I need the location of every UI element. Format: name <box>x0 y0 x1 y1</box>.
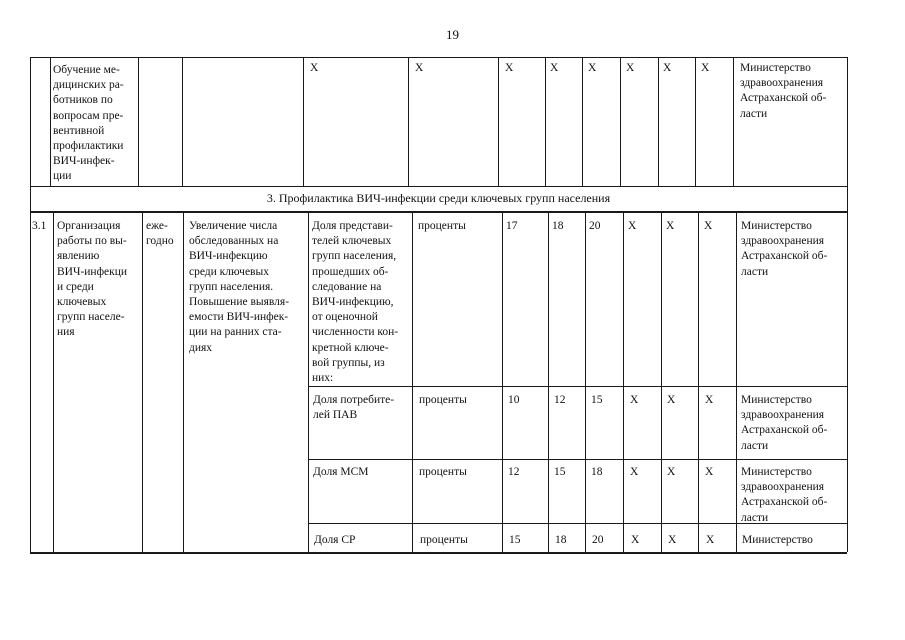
table-rule <box>498 57 499 186</box>
marker-cell: X <box>415 62 424 74</box>
value-cell: 12 <box>508 466 520 478</box>
marker-cell: X <box>704 220 713 232</box>
marker-cell: X <box>630 394 639 406</box>
value-cell: 12 <box>554 394 566 406</box>
table-rule <box>695 57 696 186</box>
value-cell: 17 <box>506 220 518 232</box>
marker-cell: X <box>631 534 640 546</box>
table-rule <box>585 211 586 552</box>
indicator-cell: Доля СР <box>314 534 356 546</box>
table-rule <box>30 186 847 187</box>
marker-cell: X <box>310 62 319 74</box>
marker-cell: X <box>630 466 639 478</box>
table-rule <box>698 211 699 552</box>
period-cell: еже- годно <box>146 220 174 248</box>
marker-cell: X <box>626 62 635 74</box>
marker-cell: X <box>663 62 672 74</box>
unit-cell: проценты <box>419 466 467 478</box>
marker-cell: X <box>705 394 714 406</box>
table-rule <box>620 57 621 186</box>
table-rule <box>142 211 143 552</box>
table-rule <box>50 57 51 186</box>
marker-cell: X <box>667 466 676 478</box>
table-rule <box>658 57 659 186</box>
table-rule <box>138 57 139 186</box>
value-cell: 18 <box>555 534 567 546</box>
table-rule <box>30 552 847 554</box>
marker-cell: X <box>666 220 675 232</box>
table-rule <box>661 211 662 552</box>
indicator-cell: Доля представи- телей ключевых групп населения, прошедших об- следование на ВИЧ-инфекцию, от оценочной численности кон- кретной ключе- вой группы, из них: <box>312 220 399 385</box>
table-rule <box>733 57 734 186</box>
section-heading: 3. Профилактика ВИЧ-инфекции среди ключевых групп населения <box>266 191 611 205</box>
table-rule <box>412 211 413 552</box>
value-cell: 18 <box>591 466 603 478</box>
marker-cell: X <box>701 62 710 74</box>
table-rule <box>847 57 848 552</box>
table-rule <box>548 211 549 552</box>
marker-cell: X <box>706 534 715 546</box>
marker-cell: X <box>550 62 559 74</box>
table-rule <box>30 57 847 58</box>
result-cell: Увеличение числа обследованных на ВИЧ-инфекцию среди ключевых групп населения. Повышение выявля- емости ВИЧ-инфек- ции на ранних ста- диях <box>189 220 290 354</box>
marker-cell: X <box>667 394 676 406</box>
table-rule <box>183 211 184 552</box>
value-cell: 15 <box>591 394 603 406</box>
executor-cell: Министерство здравоохранения Астраханской об- ласти <box>741 466 828 524</box>
table-rule <box>736 211 737 552</box>
marker-cell: X <box>705 466 714 478</box>
page-number: 19 <box>446 27 459 42</box>
executor-cell: Министерство <box>742 534 813 546</box>
table-rule <box>53 211 54 552</box>
indicator-cell: Доля потребите- лей ПАВ <box>313 394 395 422</box>
executor-cell: Министерство здравоохранения Астраханской об- ласти <box>741 394 828 452</box>
indicator-cell: Доля МСМ <box>313 466 369 478</box>
unit-cell: проценты <box>418 220 466 232</box>
marker-cell: X <box>588 62 597 74</box>
marker-cell: X <box>628 220 637 232</box>
unit-cell: проценты <box>420 534 468 546</box>
table-rule <box>30 57 31 552</box>
row-number-cell: 3.1 <box>32 220 47 232</box>
value-cell: 20 <box>592 534 604 546</box>
table-rule <box>303 57 304 186</box>
activity-cell: Обучение ме- дицинских ра- ботников по вопросам пре- вентивной профилактики ВИЧ-инфек- ции <box>53 64 124 183</box>
executor-cell: Министерство здравоохранения Астраханской об- ласти <box>740 62 827 120</box>
executor-cell: Министерство здравоохранения Астраханской об- ласти <box>741 220 828 278</box>
marker-cell: X <box>505 62 514 74</box>
table-rule <box>308 459 847 460</box>
table-rule <box>545 57 546 186</box>
value-cell: 20 <box>589 220 601 232</box>
table-rule <box>502 211 503 552</box>
value-cell: 15 <box>509 534 521 546</box>
value-cell: 18 <box>552 220 564 232</box>
activity-cell: Организация работы по вы- явлению ВИЧ-инфекци и среди ключевых групп населе- ния <box>57 220 128 339</box>
table-rule <box>408 57 409 186</box>
marker-cell: X <box>668 534 677 546</box>
value-cell: 15 <box>554 466 566 478</box>
table-rule <box>582 57 583 186</box>
table-rule <box>182 57 183 186</box>
unit-cell: проценты <box>419 394 467 406</box>
table-rule <box>30 211 847 213</box>
value-cell: 10 <box>508 394 520 406</box>
table-rule <box>308 211 309 552</box>
table-rule <box>623 211 624 552</box>
